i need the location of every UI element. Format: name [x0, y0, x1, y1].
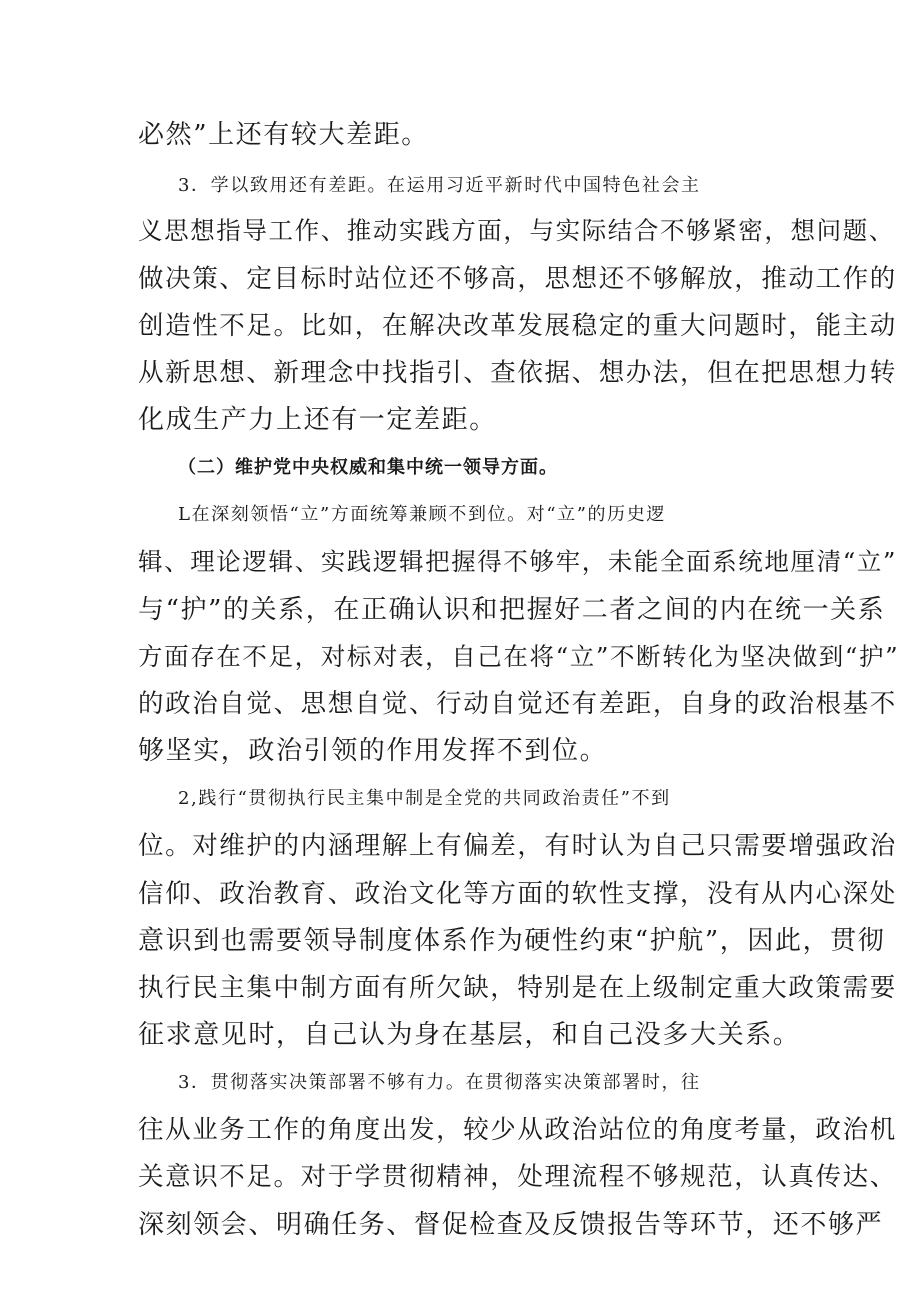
text-line: 执行民主集中制方面有所欠缺，特别是在上级制定重大政策需要	[138, 973, 897, 1003]
text-line: 意识到也需要领导制度体系作为硬性约束“护航”，因此，贯彻	[138, 926, 886, 956]
text-line: 与“护”的关系，在正确认识和把握好二者之间的内在统一关系	[138, 595, 886, 625]
text-line: 辑、理论逻辑、实践逻辑把握得不够牢，未能全面系统地厘清“立”	[138, 547, 898, 576]
text-line: 深刻领会、明确任务、督促检查及反馈报告等环节，还不够严	[138, 1210, 884, 1240]
text-line: 化成生产力上还有一定差距。	[138, 405, 497, 435]
text-line: 关意识不足。对于学贯彻精神，处理流程不够规范，认真传达、	[138, 1162, 897, 1192]
text-line: 做决策、定目标时站位还不够高，思想还不够解放，推动工作的	[138, 264, 897, 294]
text-line: 位。对维护的内涵理解上有偏差，有时认为自己只需要增强政治	[138, 831, 897, 861]
text-line: 往从业务工作的角度出发，较少从政治站位的角度考量，政治机	[138, 1115, 897, 1145]
text-line: 的政治自觉、思想自觉、行动自觉还有差距，自身的政治根基不	[138, 689, 897, 719]
section-heading: （二）维护党中央权威和集中统一领导方面。	[178, 457, 558, 478]
text-line: 义思想指导工作、推动实践方面，与实际结合不够紧密，想问题、	[138, 216, 895, 245]
text-line: 2,践行“贯彻执行民主集中制是全党的共同政治责任”不到	[178, 788, 671, 809]
text-line: 方面存在不足，对标对表，自己在将“立”不断转化为坚决做到“护”	[138, 642, 900, 671]
text-line: 创造性不足。比如，在解决改革发展稳定的重大问题时，能主动	[138, 311, 897, 341]
text-line: 必然”上还有较大差距。	[138, 120, 429, 150]
text-line: 信仰、政治教育、政治文化等方面的软性支撑，没有从内心深处	[138, 879, 897, 909]
text-line: 征求意见时，自己认为身在基层，和自己没多大关系。	[138, 1020, 801, 1050]
text-line: L在深刻领悟“立”方面统筹兼顾不到位。对“立”的历史逻	[178, 504, 666, 525]
text-line: 3．学以致用还有差距。在运用习近平新时代中国特色社会主	[178, 175, 701, 196]
text-line: 够坚实，政治引领的作用发挥不到位。	[138, 736, 608, 766]
text-line: 从新思想、新理念中找指引、查依据、想办法，但在把思想力转	[138, 358, 897, 388]
text-line: 3．贯彻落实决策部署不够有力。在贯彻落实决策部署时，往	[178, 1072, 701, 1093]
